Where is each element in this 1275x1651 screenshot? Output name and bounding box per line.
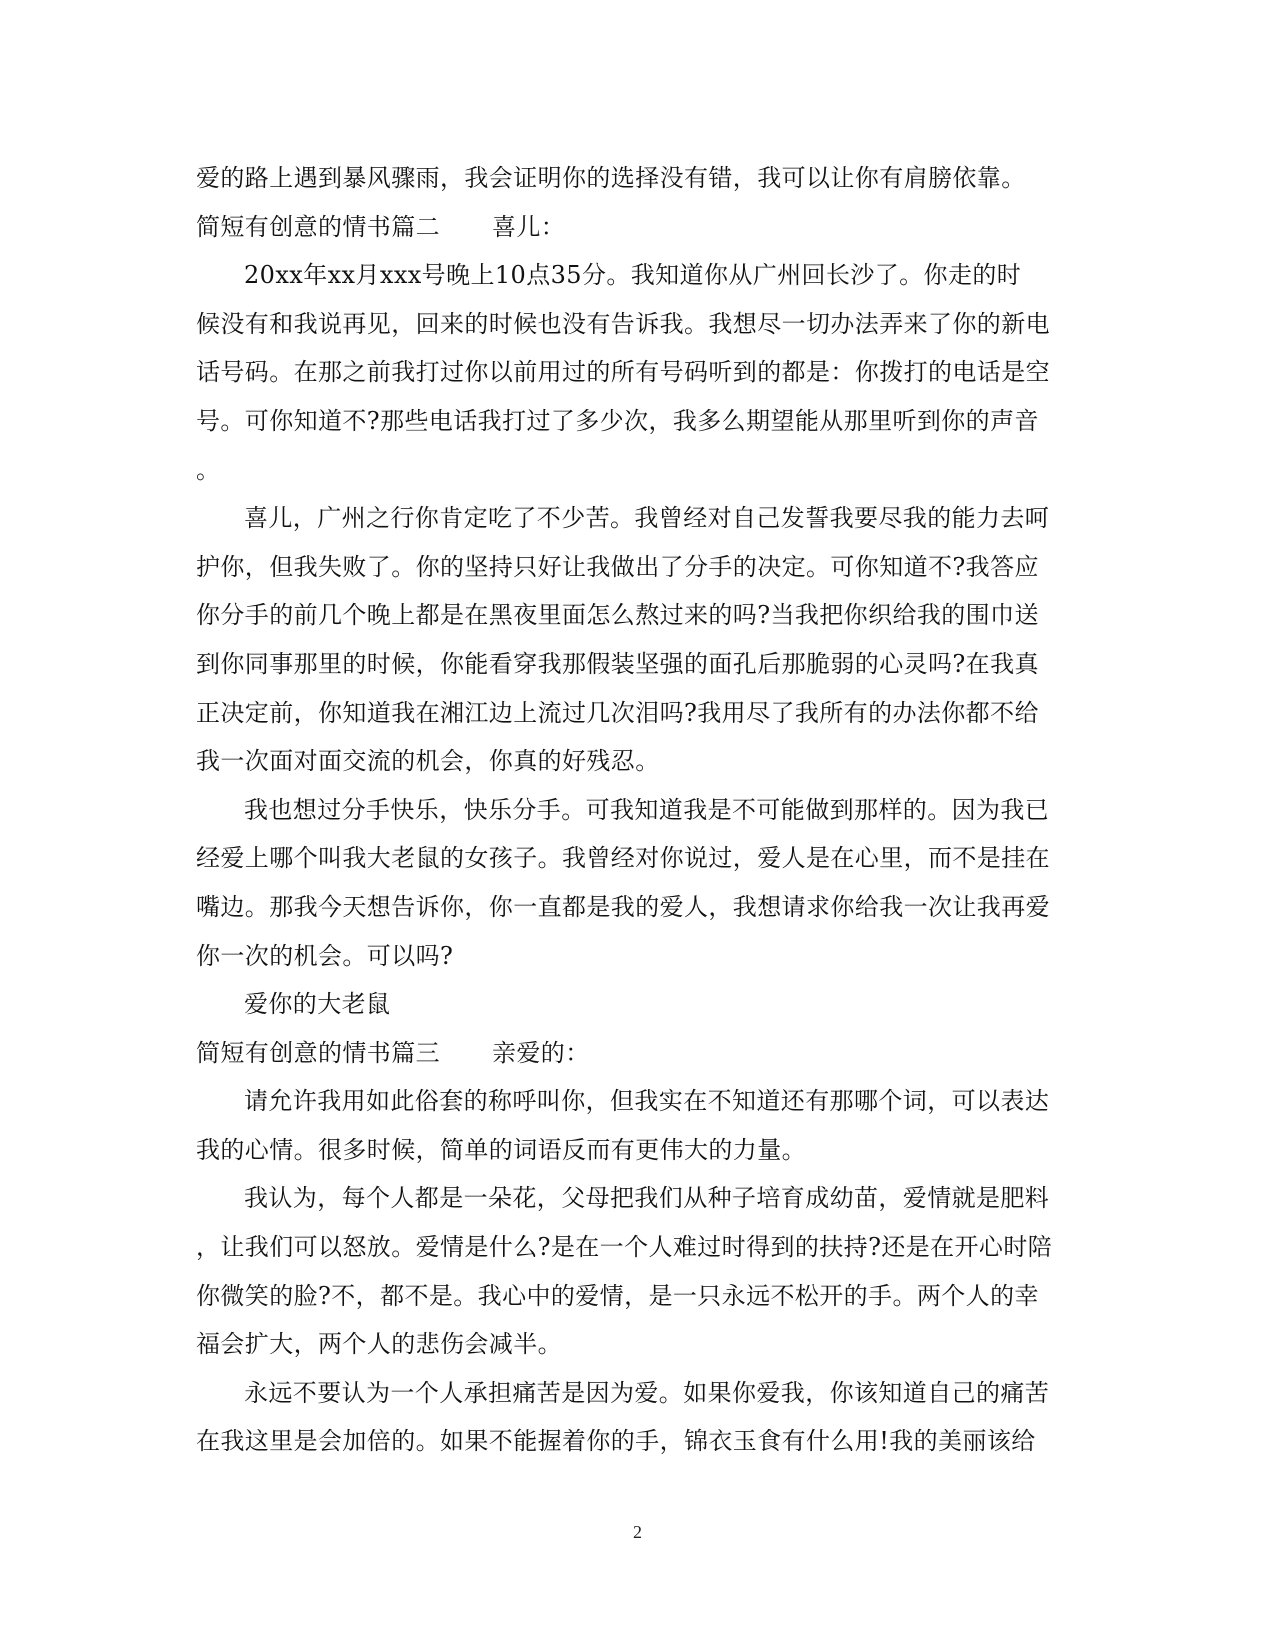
text-line: 候没有和我说再见，回来的时候也没有告诉我。我想尽一切办法弄来了你的新电 (196, 309, 1050, 338)
text-line: ，让我们可以怒放。爱情是什么?是在一个人难过时得到的扶持?还是在开心时陪 (196, 1233, 1053, 1262)
text-line: 喜儿，广州之行你肯定吃了不少苦。我曾经对自己发誓我要尽我的能力去呵 (244, 504, 1050, 533)
body-text (196, 154, 1076, 1466)
text-line: 在我这里是会加倍的。如果不能握着你的手，锦衣玉食有什么用!我的美丽该给 (196, 1427, 1036, 1456)
text-line: 我也想过分手快乐，快乐分手。可我知道我是不可能做到那样的。因为我已 (244, 795, 1050, 824)
heading-title: 简短有创意的情书篇二 (196, 212, 440, 241)
text-line: 嘴边。那我今天想告诉你，你一直都是我的爱人，我想请求你给我一次让我再爱 (196, 892, 1050, 921)
section-heading (196, 1029, 1076, 1078)
text-line: 你分手的前几个晚上都是在黑夜里面怎么熬过来的吗?当我把你织给我的围巾送 (196, 601, 1039, 630)
text-line: 到你同事那里的时候，你能看穿我那假装坚强的面孔后那脆弱的心灵吗?在我真 (196, 649, 1039, 678)
text-line: 请允许我用如此俗套的称呼叫你，但我实在不知道还有那哪个词，可以表达 (244, 1087, 1050, 1116)
text-line: 护你，但我失败了。你的坚持只好让我做出了分手的决定。可你知道不?我答应 (196, 552, 1039, 581)
text-line: 20xx年xx月xxx号晚上10点35分。我知道你从广州回长沙了。你走的时 (244, 261, 1022, 290)
letter-greeting: 喜儿： (492, 212, 566, 241)
text-line: 爱的路上遇到暴风骤雨，我会证明你的选择没有错，我可以让你有肩膀依靠。 (196, 164, 1026, 192)
heading-title: 简短有创意的情书篇三 (196, 1038, 440, 1067)
text-line: 你一次的机会。可以吗? (196, 941, 454, 970)
text-line: 号。可你知道不?那些电话我打过了多少次，我多么期望能从那里听到你的声音 (196, 406, 1039, 435)
letter-signature: 爱你的大老鼠 (244, 990, 391, 1019)
text-line: 经爱上哪个叫我大老鼠的女孩子。我曾经对你说过，爱人是在心里，而不是挂在 (196, 844, 1050, 873)
section-heading (196, 203, 1076, 252)
text-line: 永远不要认为一个人承担痛苦是因为爱。如果你爱我，你该知道自己的痛苦 (244, 1378, 1050, 1407)
text-line: 话号码。在那之前我打过你以前用过的所有号码听到的都是：你拨打的电话是空 (196, 358, 1050, 387)
text-line: 正决定前，你知道我在湘江边上流过几次泪吗?我用尽了我所有的办法你都不给 (196, 698, 1039, 727)
page-number: 2 (633, 1522, 642, 1542)
text-line: 福会扩大，两个人的悲伤会减半。 (196, 1330, 562, 1359)
text-line: 我的心情。很多时候，简单的词语反而有更伟大的力量。 (196, 1135, 806, 1164)
text-line: 。 (196, 455, 221, 484)
letter-greeting: 亲爱的： (492, 1038, 590, 1067)
text-line: 我一次面对面交流的机会，你真的好残忍。 (196, 747, 660, 776)
text-line: 你微笑的脸?不，都不是。我心中的爱情，是一只永远不松开的手。两个人的幸 (196, 1281, 1039, 1310)
text-line: 我认为，每个人都是一朵花，父母把我们从种子培育成幼苗，爱情就是肥料 (244, 1184, 1050, 1213)
